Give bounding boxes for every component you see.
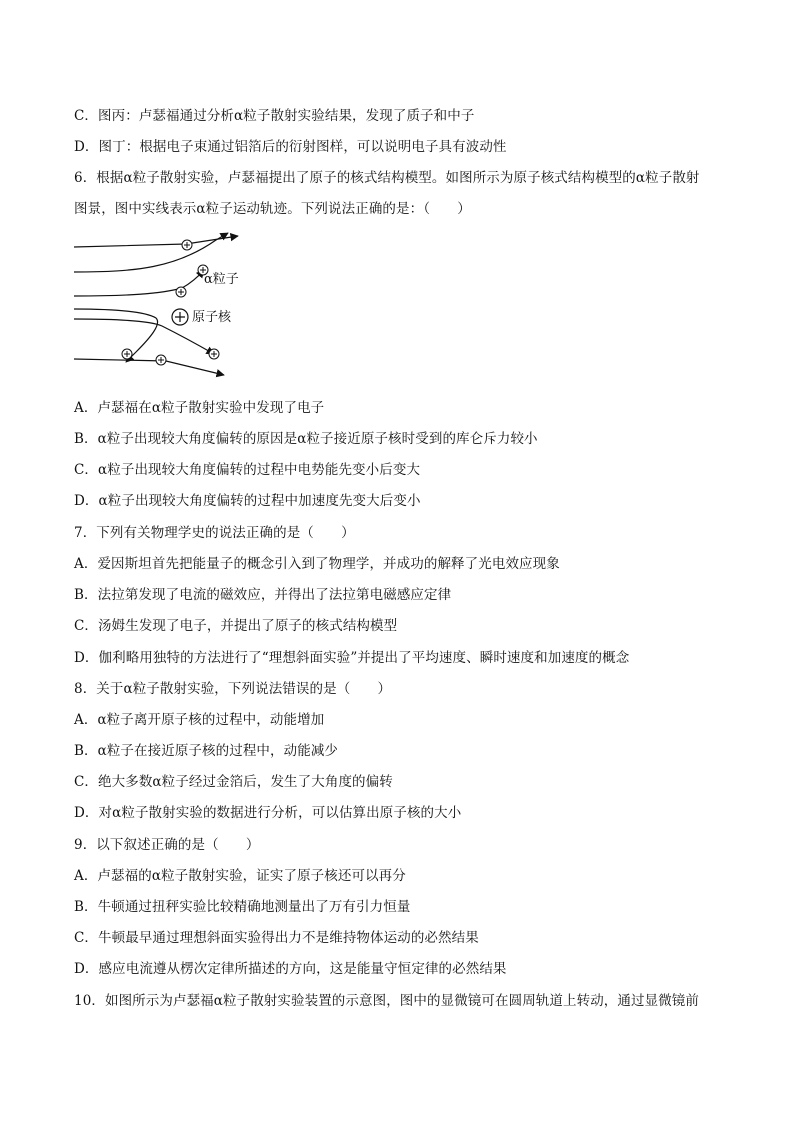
option-9d: D．感应电流遵从楞次定律所描述的方向，这是能量守恒定律的必然结果	[74, 961, 507, 977]
option-5c: C．图丙：卢瑟福通过分析α粒子散射实验结果，发现了质子和中子	[74, 108, 475, 124]
option-6a: A．卢瑟福在α粒子散射实验中发现了电子	[74, 400, 325, 416]
alpha-particle-1	[182, 240, 192, 250]
question-8-stem: 8．关于α粒子散射实验，下列说法错误的是（ ）	[74, 681, 392, 697]
option-9b: B．牛顿通过扭秤实验比较精确地测量出了万有引力恒量	[74, 899, 411, 915]
nucleus	[172, 309, 188, 325]
alpha-particle-3	[176, 287, 186, 297]
alpha-particle-6	[209, 349, 219, 359]
question-6-stem-line-1: 6．根据α粒子散射实验，卢瑟福提出了原子的核式结构模型。如图所示为原子核式结构模型的α粒子散射	[74, 170, 700, 186]
alpha-particle-5	[156, 355, 166, 365]
option-7a: A．爱因斯坦首先把能量子的概念引入到了物理学，并成功的解释了光电效应现象	[74, 556, 560, 572]
alpha-scattering-figure	[66, 226, 256, 380]
option-8c: C．绝大多数α粒子经过金箔后，发生了大角度的偏转	[74, 774, 393, 790]
alpha-particle-label: α粒子	[204, 272, 239, 287]
option-6d: D．α粒子出现较大角度偏转的过程中加速度先变大后变小	[74, 493, 421, 509]
option-7b: B．法拉第发现了电流的磁效应，并得出了法拉第电磁感应定律	[74, 587, 452, 603]
option-8b: B．α粒子在接近原子核的过程中，动能减少	[74, 743, 339, 759]
option-6c: C．α粒子出现较大角度偏转的过程中电势能先变小后变大	[74, 462, 421, 478]
alpha-track-6	[74, 359, 224, 375]
question-7-stem: 7．下列有关物理学史的说法正确的是（ ）	[74, 525, 355, 541]
nucleus-label: 原子核	[192, 310, 232, 325]
question-10-stem: 10．如图所示为卢瑟福α粒子散射实验装置的示意图，图中的显微镜可在圆周轨道上转动，通过显微镜前	[74, 993, 699, 1009]
option-9c: C．牛顿最早通过理想斜面实验得出力不是维持物体运动的必然结果	[74, 930, 479, 946]
option-8d: D．对α粒子散射实验的数据进行分析，可以估算出原子核的大小	[74, 805, 462, 821]
alpha-particles	[122, 240, 219, 365]
option-6b: B．α粒子出现较大角度偏转的原因是α粒子接近原子核时受到的库仑斥力较小	[74, 431, 538, 447]
alpha-particle-4	[122, 349, 132, 359]
question-6-stem-line-2: 图景，图中实线表示α粒子运动轨迹。下列说法正确的是：（ ）	[74, 201, 471, 217]
option-7d: D．伽利略用独特的方法进行了“理想斜面实验”并提出了平均速度、瞬时速度和加速度的概念	[74, 650, 630, 666]
question-9-stem: 9．以下叙述正确的是（ ）	[74, 837, 260, 853]
option-7c: C．汤姆生发现了电子，并提出了原子的核式结构模型	[74, 618, 398, 634]
option-5d: D．图丁：根据电子束通过铝箔后的衍射图样，可以说明电子具有波动性	[74, 139, 507, 155]
alpha-scattering-diagram	[66, 226, 256, 380]
option-8a: A．α粒子离开原子核的过程中，动能增加	[74, 712, 325, 728]
option-9a: A．卢瑟福的α粒子散射实验，证实了原子核还可以再分	[74, 868, 406, 884]
alpha-track-4	[74, 309, 158, 362]
